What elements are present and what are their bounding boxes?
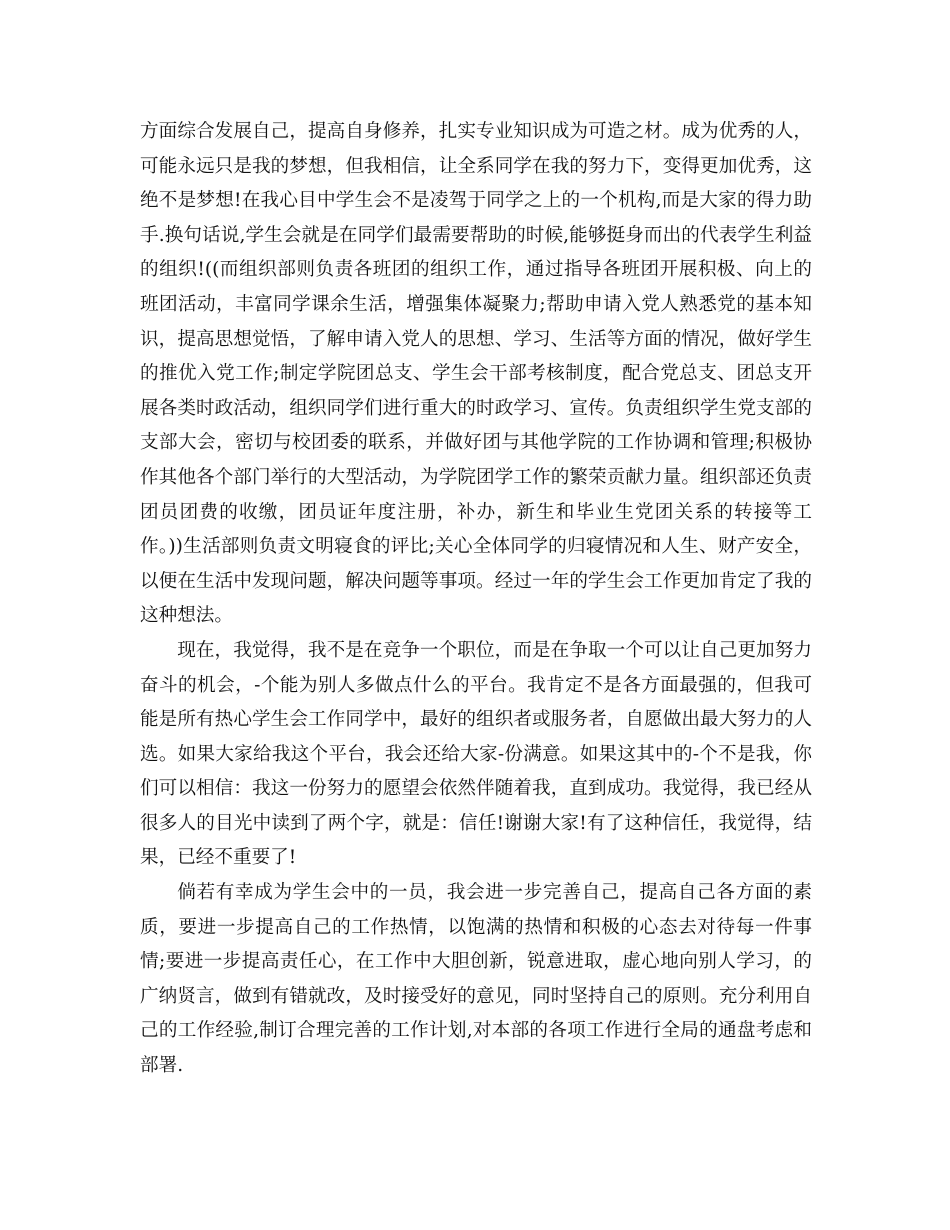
document-body <box>140 115 812 1084</box>
paragraph-3: 倘若有幸成为学生会中的一员，我会进一步完善自己，提高自己各方面的素质，要进一步提高自己的工作热情，以饱满的热情和积极的心态去对待每一件事情;要进一步提高责任心，在工作中大胆创新，锐意进取，虚心地向别人学习，的广纳贤言，做到有错就改，及时接受好的意见，同时坚持自己的原则。充分利用自己的工作经验,制订合理完善的工作计划,对本部的各项工作进行全局的通盘考虑和部署. <box>140 882 812 1077</box>
paragraph-1: 方面综合发展自己，提高自身修养，扎实专业知识成为可造之材。成为优秀的人，可能永远只是我的梦想，但我相信，让全系同学在我的努力下，变得更加优秀，这绝不是梦想!在我心目中学生会不是凌驾于同学之上的一个机构,而是大家的得力助手.换句话说,学生会就是在同学们最需要帮助的时候,能够挺身而出的代表学生利益的组织!((而组织部则负责各班团的组织工作，通过指导各班团开展积极、向上的班团活动，丰富同学课余生活，增强集体凝聚力;帮助申请入党人熟悉党的基本知识，提高思想觉悟，了解申请入党人的思想、学习、生活等方面的情况，做好学生的推优入党工作;制定学院团总支、学生会干部考核制度，配合党总支、团总支开展各类时政活动，组织同学们进行重大的时政学习、宣传。负责组织学生党支部的支部大会，密切与校团委的联系，并做好团与其他学院的工作协调和管理;积极协作其他各个部门举行的大型活动，为学院团学工作的繁荣贡献力量。组织部还负责团员团费的收缴，团员证年度注册，补办，新生和毕业生党团关系的转接等工作。))生活部则负责文明寝食的评比;关心全体同学的归寝情况和人生、财产安全，以便在生活中发现问题，解决问题等事项。经过一年的学生会工作更加肯定了我的这种想法。 <box>140 121 812 627</box>
paragraph-2: 现在，我觉得，我不是在竞争一个职位，而是在争取一个可以让自己更加努力奋斗的机会，-个能为别人多做点什么的平台。我肯定不是各方面最强的，但我可能是所有热心学生会工作同学中，最好的组织者或服务者，自愿做出最大努力的人选。如果大家给我这个平台，我会还给大家-份满意。如果这其中的-个不是我，你们可以相信：我这一份努力的愿望会依然伴随着我，直到成功。我觉得，我已经从很多人的目光中读到了两个字，就是：信任!谢谢大家!有了这种信任，我觉得，结果，已经不重要了! <box>140 639 812 869</box>
